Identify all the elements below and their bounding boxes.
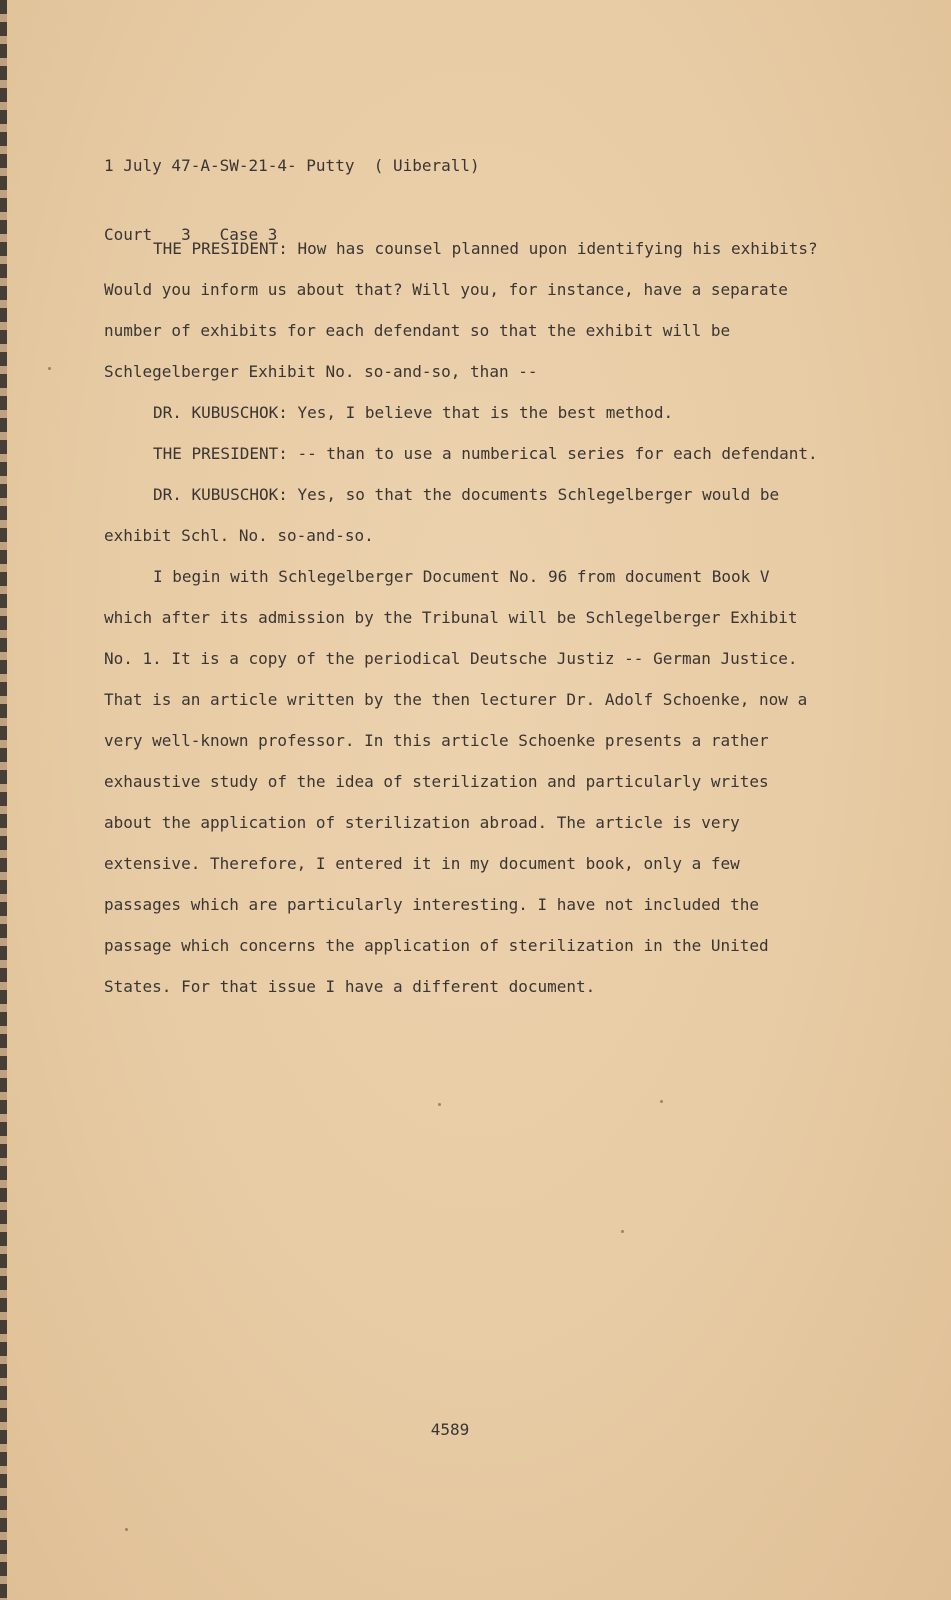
paper-speck xyxy=(438,1103,441,1106)
paragraph-kubuschok-exhibit: DR. KUBUSCHOK: Yes, so that the documents Schlegelberger would be exhibit Schl. No. so-and-so. xyxy=(104,485,780,545)
paragraph-kubuschok-reply: DR. KUBUSCHOK: Yes, I believe that is the best method. xyxy=(153,403,674,422)
paper-speck xyxy=(621,1230,624,1233)
binding-edge xyxy=(0,0,7,1600)
paper-speck xyxy=(125,1528,128,1531)
header-date-line: 1 July 47-A-SW-21-4- Putty ( Uiberall) xyxy=(104,156,480,175)
transcript-body xyxy=(104,228,824,1007)
paragraph-president-question: THE PRESIDENT: How has counsel planned upon identifying his exhibits? Would you inform us about that? Will you, for instance, have a separate number of exhibits for each defendant so that the exhibit will be Schlegelberger Exhibit No. so-and-so, than -- xyxy=(104,239,818,381)
paper-speck xyxy=(660,1100,663,1103)
paragraph-document-description: I begin with Schlegelberger Document No. 96 from document Book V which after its admission by the Tribunal will be Schlegelberger Exhibit No. 1. It is a copy of the periodical Deutsche Justiz -- German Justice. That is an article written by the then lecturer Dr. Adolf Schoenke, now a very well-known professor. In this article Schoenke presents a rather exhaustive study of the idea of sterilization and particularly writes about the application of sterilization abroad. The article is very extensive. Therefore, I entered it in my document book, only a few passages which are particularly interesting. I have not included the passage which concerns the application of sterilization in the United States. For that issue I have a different document. xyxy=(104,567,808,996)
page-number: 4589 xyxy=(430,1420,470,1439)
header-court-line: Court 3 Case 3 xyxy=(104,225,278,244)
paragraph-president-followup: THE PRESIDENT: -- than to use a numberical series for each defendant. xyxy=(153,444,818,463)
paper-speck xyxy=(48,367,51,370)
